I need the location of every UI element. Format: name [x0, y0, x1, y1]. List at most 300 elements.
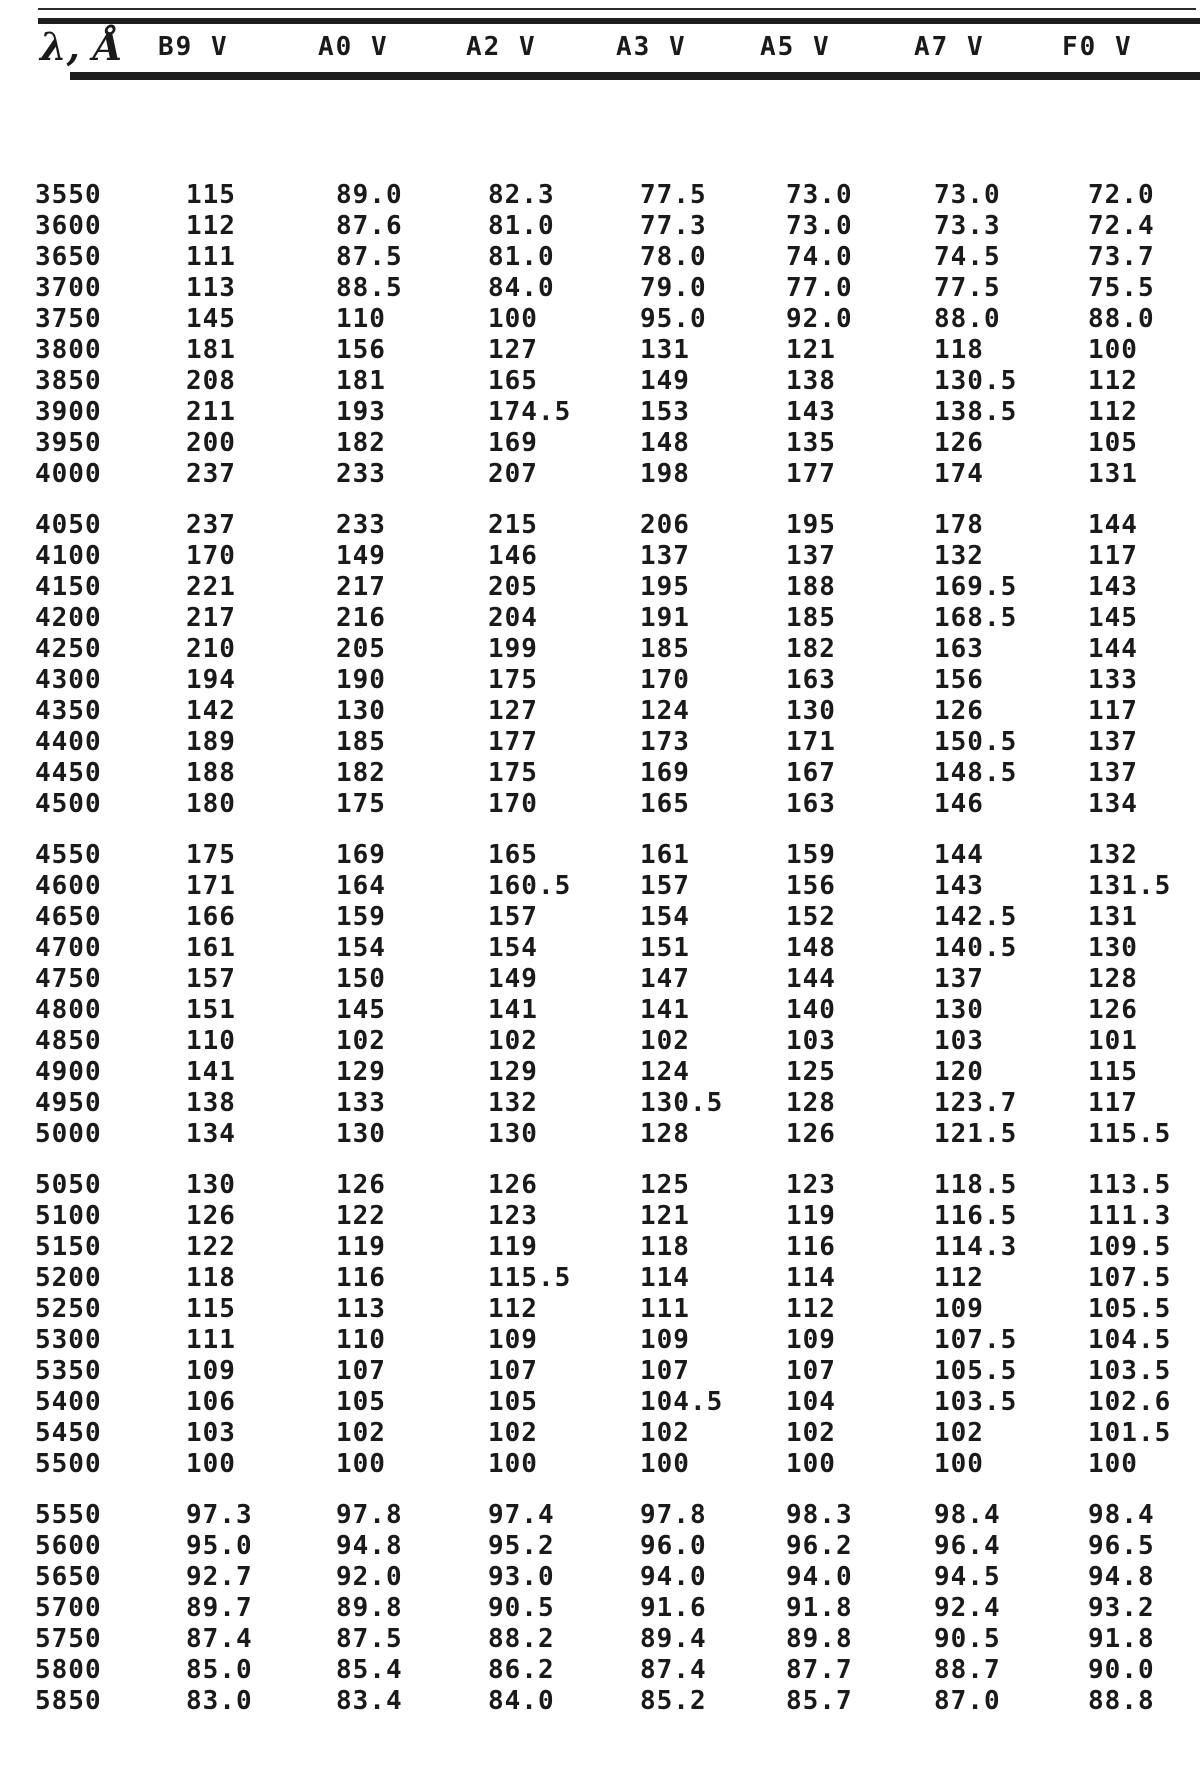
cell-a3v: 102 — [640, 1418, 690, 1448]
cell-wavelength: 5200 — [35, 1263, 102, 1293]
cell-a0v: 89.8 — [336, 1593, 403, 1623]
cell-b9v: 210 — [186, 634, 236, 664]
cell-a7v: 126 — [934, 696, 984, 726]
cell-a2v: 199 — [488, 634, 538, 664]
cell-a0v: 116 — [336, 1263, 386, 1293]
cell-b9v: 188 — [186, 758, 236, 788]
cell-a5v: 144 — [786, 964, 836, 994]
table-row — [0, 1119, 1200, 1150]
cell-a7v: 130.5 — [934, 366, 1018, 396]
cell-a0v: 150 — [336, 964, 386, 994]
cell-a7v: 156 — [934, 665, 984, 695]
cell-f0v: 88.8 — [1088, 1686, 1155, 1716]
cell-f0v: 111.3 — [1088, 1201, 1172, 1231]
cell-a7v: 105.5 — [934, 1356, 1018, 1386]
cell-b9v: 110 — [186, 1026, 236, 1056]
cell-f0v: 115 — [1088, 1057, 1138, 1087]
table-row — [0, 1418, 1200, 1449]
header-a7v: A7 V — [914, 32, 985, 62]
cell-f0v: 102.6 — [1088, 1387, 1172, 1417]
cell-a3v: 198 — [640, 459, 690, 489]
cell-a0v: 149 — [336, 541, 386, 571]
cell-a2v: 132 — [488, 1088, 538, 1118]
cell-a5v: 98.3 — [786, 1500, 853, 1530]
cell-a7v: 87.0 — [934, 1686, 1001, 1716]
cell-b9v: 134 — [186, 1119, 236, 1149]
cell-f0v: 101 — [1088, 1026, 1138, 1056]
cell-b9v: 83.0 — [186, 1686, 253, 1716]
cell-a5v: 77.0 — [786, 273, 853, 303]
cell-a5v: 92.0 — [786, 304, 853, 334]
cell-a3v: 206 — [640, 510, 690, 540]
cell-a2v: 169 — [488, 428, 538, 458]
cell-wavelength: 3600 — [35, 211, 102, 241]
cell-wavelength: 5800 — [35, 1655, 102, 1685]
cell-b9v: 112 — [186, 211, 236, 241]
cell-b9v: 180 — [186, 789, 236, 819]
cell-wavelength: 4200 — [35, 603, 102, 633]
cell-a5v: 114 — [786, 1263, 836, 1293]
cell-b9v: 211 — [186, 397, 236, 427]
cell-wavelength: 5450 — [35, 1418, 102, 1448]
table-row — [0, 1593, 1200, 1624]
cell-a7v: 96.4 — [934, 1531, 1001, 1561]
cell-wavelength: 5650 — [35, 1562, 102, 1592]
table-row — [0, 603, 1200, 634]
table-row — [0, 1170, 1200, 1201]
cell-f0v: 94.8 — [1088, 1562, 1155, 1592]
cell-a2v: 174.5 — [488, 397, 572, 427]
cell-a0v: 181 — [336, 366, 386, 396]
cell-a5v: 109 — [786, 1325, 836, 1355]
cell-a2v: 86.2 — [488, 1655, 555, 1685]
cell-a3v: 118 — [640, 1232, 690, 1262]
cell-a3v: 109 — [640, 1325, 690, 1355]
cell-a5v: 107 — [786, 1356, 836, 1386]
cell-f0v: 73.7 — [1088, 242, 1155, 272]
cell-a3v: 161 — [640, 840, 690, 870]
cell-a0v: 87.5 — [336, 1624, 403, 1654]
cell-wavelength: 3850 — [35, 366, 102, 396]
cell-a3v: 157 — [640, 871, 690, 901]
cell-a3v: 141 — [640, 995, 690, 1025]
table-row — [0, 242, 1200, 273]
cell-a3v: 170 — [640, 665, 690, 695]
cell-a5v: 159 — [786, 840, 836, 870]
cell-a0v: 159 — [336, 902, 386, 932]
table-row — [0, 397, 1200, 428]
cell-a0v: 83.4 — [336, 1686, 403, 1716]
table-row — [0, 180, 1200, 211]
cell-a5v: 138 — [786, 366, 836, 396]
cell-a2v: 130 — [488, 1119, 538, 1149]
cell-wavelength: 3950 — [35, 428, 102, 458]
cell-wavelength: 5750 — [35, 1624, 102, 1654]
cell-a2v: 81.0 — [488, 211, 555, 241]
cell-a0v: 102 — [336, 1418, 386, 1448]
cell-f0v: 72.0 — [1088, 180, 1155, 210]
cell-a7v: 118 — [934, 335, 984, 365]
cell-a2v: 100 — [488, 304, 538, 334]
cell-a5v: 126 — [786, 1119, 836, 1149]
cell-wavelength: 4500 — [35, 789, 102, 819]
cell-b9v: 130 — [186, 1170, 236, 1200]
table-row — [0, 273, 1200, 304]
cell-f0v: 109.5 — [1088, 1232, 1172, 1262]
cell-a0v: 122 — [336, 1201, 386, 1231]
cell-a5v: 73.0 — [786, 180, 853, 210]
cell-f0v: 75.5 — [1088, 273, 1155, 303]
cell-a5v: 85.7 — [786, 1686, 853, 1716]
cell-a0v: 100 — [336, 1449, 386, 1479]
cell-b9v: 200 — [186, 428, 236, 458]
cell-a7v: 143 — [934, 871, 984, 901]
cell-a0v: 87.5 — [336, 242, 403, 272]
cell-a5v: 152 — [786, 902, 836, 932]
cell-f0v: 131 — [1088, 459, 1138, 489]
cell-b9v: 151 — [186, 995, 236, 1025]
cell-a3v: 169 — [640, 758, 690, 788]
cell-a3v: 137 — [640, 541, 690, 571]
cell-a2v: 90.5 — [488, 1593, 555, 1623]
cell-a2v: 129 — [488, 1057, 538, 1087]
cell-a2v: 146 — [488, 541, 538, 571]
cell-b9v: 111 — [186, 242, 236, 272]
cell-a5v: 185 — [786, 603, 836, 633]
table-row — [0, 1624, 1200, 1655]
cell-f0v: 104.5 — [1088, 1325, 1172, 1355]
cell-f0v: 103.5 — [1088, 1356, 1172, 1386]
cell-a3v: 107 — [640, 1356, 690, 1386]
cell-b9v: 138 — [186, 1088, 236, 1118]
cell-b9v: 166 — [186, 902, 236, 932]
cell-a7v: 94.5 — [934, 1562, 1001, 1592]
cell-a2v: 93.0 — [488, 1562, 555, 1592]
cell-a3v: 97.8 — [640, 1500, 707, 1530]
cell-b9v: 126 — [186, 1201, 236, 1231]
cell-wavelength: 4250 — [35, 634, 102, 664]
cell-f0v: 112 — [1088, 397, 1138, 427]
cell-f0v: 126 — [1088, 995, 1138, 1025]
cell-a5v: 171 — [786, 727, 836, 757]
cell-f0v: 137 — [1088, 758, 1138, 788]
table-row — [0, 1356, 1200, 1387]
cell-a3v: 78.0 — [640, 242, 707, 272]
cell-a7v: 146 — [934, 789, 984, 819]
cell-a2v: 177 — [488, 727, 538, 757]
cell-a7v: 116.5 — [934, 1201, 1018, 1231]
cell-a5v: 89.8 — [786, 1624, 853, 1654]
cell-f0v: 100 — [1088, 335, 1138, 365]
cell-a2v: 157 — [488, 902, 538, 932]
cell-wavelength: 3550 — [35, 180, 102, 210]
cell-a2v: 165 — [488, 366, 538, 396]
header-a2v: A2 V — [466, 32, 537, 62]
cell-b9v: 111 — [186, 1325, 236, 1355]
cell-a5v: 116 — [786, 1232, 836, 1262]
cell-a0v: 182 — [336, 758, 386, 788]
cell-wavelength: 4050 — [35, 510, 102, 540]
cell-b9v: 194 — [186, 665, 236, 695]
cell-a0v: 102 — [336, 1026, 386, 1056]
cell-a7v: 73.3 — [934, 211, 1001, 241]
cell-a3v: 96.0 — [640, 1531, 707, 1561]
header-wavelength: λ, Å — [40, 24, 123, 69]
cell-a0v: 92.0 — [336, 1562, 403, 1592]
cell-a0v: 130 — [336, 1119, 386, 1149]
cell-wavelength: 4750 — [35, 964, 102, 994]
cell-a7v: 100 — [934, 1449, 984, 1479]
cell-a5v: 177 — [786, 459, 836, 489]
table-row — [0, 1088, 1200, 1119]
cell-a0v: 94.8 — [336, 1531, 403, 1561]
cell-f0v: 131 — [1088, 902, 1138, 932]
table-header — [0, 24, 1200, 70]
cell-f0v: 132 — [1088, 840, 1138, 870]
cell-a5v: 87.7 — [786, 1655, 853, 1685]
cell-wavelength: 5250 — [35, 1294, 102, 1324]
cell-wavelength: 4900 — [35, 1057, 102, 1087]
cell-a2v: 170 — [488, 789, 538, 819]
cell-a2v: 207 — [488, 459, 538, 489]
table-row — [0, 789, 1200, 820]
cell-f0v: 88.0 — [1088, 304, 1155, 334]
cell-b9v: 115 — [186, 180, 236, 210]
cell-f0v: 96.5 — [1088, 1531, 1155, 1561]
cell-a3v: 79.0 — [640, 273, 707, 303]
cell-a7v: 121.5 — [934, 1119, 1018, 1149]
cell-a3v: 173 — [640, 727, 690, 757]
cell-a0v: 113 — [336, 1294, 386, 1324]
cell-a0v: 145 — [336, 995, 386, 1025]
cell-a3v: 148 — [640, 428, 690, 458]
table-row — [0, 459, 1200, 490]
cell-a7v: 132 — [934, 541, 984, 571]
cell-b9v: 221 — [186, 572, 236, 602]
cell-a0v: 154 — [336, 933, 386, 963]
cell-wavelength: 5850 — [35, 1686, 102, 1716]
cell-a5v: 137 — [786, 541, 836, 571]
cell-a5v: 140 — [786, 995, 836, 1025]
cell-a7v: 174 — [934, 459, 984, 489]
cell-a7v: 140.5 — [934, 933, 1018, 963]
cell-a2v: 95.2 — [488, 1531, 555, 1561]
cell-a0v: 107 — [336, 1356, 386, 1386]
cell-b9v: 122 — [186, 1232, 236, 1262]
table-row — [0, 1325, 1200, 1356]
cell-a0v: 164 — [336, 871, 386, 901]
cell-f0v: 145 — [1088, 603, 1138, 633]
cell-wavelength: 4950 — [35, 1088, 102, 1118]
cell-a3v: 124 — [640, 1057, 690, 1087]
cell-a7v: 88.0 — [934, 304, 1001, 334]
cell-wavelength: 3800 — [35, 335, 102, 365]
table-row — [0, 1026, 1200, 1057]
cell-b9v: 97.3 — [186, 1500, 253, 1530]
cell-f0v: 134 — [1088, 789, 1138, 819]
cell-wavelength: 5050 — [35, 1170, 102, 1200]
cell-wavelength: 3650 — [35, 242, 102, 272]
cell-a2v: 115.5 — [488, 1263, 572, 1293]
table-row — [0, 1232, 1200, 1263]
cell-a5v: 74.0 — [786, 242, 853, 272]
cell-f0v: 115.5 — [1088, 1119, 1172, 1149]
cell-a5v: 130 — [786, 696, 836, 726]
cell-a0v: 126 — [336, 1170, 386, 1200]
cell-wavelength: 5350 — [35, 1356, 102, 1386]
cell-a3v: 95.0 — [640, 304, 707, 334]
cell-b9v: 95.0 — [186, 1531, 253, 1561]
cell-a3v: 114 — [640, 1263, 690, 1293]
cell-f0v: 113.5 — [1088, 1170, 1172, 1200]
cell-a3v: 121 — [640, 1201, 690, 1231]
cell-a0v: 87.6 — [336, 211, 403, 241]
cell-a3v: 153 — [640, 397, 690, 427]
cell-a7v: 137 — [934, 964, 984, 994]
cell-a3v: 185 — [640, 634, 690, 664]
cell-wavelength: 3900 — [35, 397, 102, 427]
table-row — [0, 1655, 1200, 1686]
cell-wavelength: 4650 — [35, 902, 102, 932]
cell-wavelength: 3750 — [35, 304, 102, 334]
table-row — [0, 1294, 1200, 1325]
cell-a0v: 129 — [336, 1057, 386, 1087]
header-bottom-rule — [70, 72, 1200, 80]
cell-f0v: 100 — [1088, 1449, 1138, 1479]
cell-wavelength: 5600 — [35, 1531, 102, 1561]
cell-a2v: 81.0 — [488, 242, 555, 272]
cell-f0v: 112 — [1088, 366, 1138, 396]
cell-a5v: 100 — [786, 1449, 836, 1479]
cell-a3v: 100 — [640, 1449, 690, 1479]
cell-a7v: 123.7 — [934, 1088, 1018, 1118]
cell-f0v: 131.5 — [1088, 871, 1172, 901]
cell-a5v: 156 — [786, 871, 836, 901]
cell-a2v: 204 — [488, 603, 538, 633]
cell-a7v: 109 — [934, 1294, 984, 1324]
cell-a3v: 149 — [640, 366, 690, 396]
table-row — [0, 665, 1200, 696]
cell-a5v: 103 — [786, 1026, 836, 1056]
cell-a2v: 107 — [488, 1356, 538, 1386]
cell-a2v: 105 — [488, 1387, 538, 1417]
cell-b9v: 170 — [186, 541, 236, 571]
cell-a5v: 102 — [786, 1418, 836, 1448]
cell-a7v: 73.0 — [934, 180, 1001, 210]
table-row — [0, 1562, 1200, 1593]
cell-wavelength: 5150 — [35, 1232, 102, 1262]
cell-wavelength: 5700 — [35, 1593, 102, 1623]
cell-b9v: 109 — [186, 1356, 236, 1386]
cell-f0v: 137 — [1088, 727, 1138, 757]
cell-a0v: 233 — [336, 510, 386, 540]
cell-b9v: 217 — [186, 603, 236, 633]
cell-a7v: 144 — [934, 840, 984, 870]
cell-a3v: 195 — [640, 572, 690, 602]
cell-f0v: 117 — [1088, 696, 1138, 726]
cell-a3v: 124 — [640, 696, 690, 726]
table-row — [0, 902, 1200, 933]
table-row — [0, 428, 1200, 459]
table-row — [0, 727, 1200, 758]
cell-a7v: 88.7 — [934, 1655, 1001, 1685]
cell-a5v: 128 — [786, 1088, 836, 1118]
cell-wavelength: 4800 — [35, 995, 102, 1025]
cell-a2v: 175 — [488, 758, 538, 788]
cell-wavelength: 4100 — [35, 541, 102, 571]
cell-a2v: 100 — [488, 1449, 538, 1479]
table-row — [0, 304, 1200, 335]
cell-f0v: 72.4 — [1088, 211, 1155, 241]
cell-a2v: 97.4 — [488, 1500, 555, 1530]
cell-wavelength: 5500 — [35, 1449, 102, 1479]
table-row — [0, 933, 1200, 964]
table-row — [0, 995, 1200, 1026]
cell-a2v: 102 — [488, 1026, 538, 1056]
cell-a3v: 130.5 — [640, 1088, 724, 1118]
cell-a2v: 112 — [488, 1294, 538, 1324]
cell-a0v: 205 — [336, 634, 386, 664]
table-row — [0, 1531, 1200, 1562]
cell-a0v: 110 — [336, 1325, 386, 1355]
table-row — [0, 1387, 1200, 1418]
cell-wavelength: 5550 — [35, 1500, 102, 1530]
cell-a0v: 185 — [336, 727, 386, 757]
cell-a2v: 149 — [488, 964, 538, 994]
cell-b9v: 145 — [186, 304, 236, 334]
cell-f0v: 93.2 — [1088, 1593, 1155, 1623]
cell-a3v: 131 — [640, 335, 690, 365]
header-a5v: A5 V — [760, 32, 831, 62]
header-f0v: F0 V — [1062, 32, 1133, 62]
table-row — [0, 1057, 1200, 1088]
cell-f0v: 107.5 — [1088, 1263, 1172, 1293]
cell-a5v: 73.0 — [786, 211, 853, 241]
table-row — [0, 366, 1200, 397]
cell-b9v: 142 — [186, 696, 236, 726]
cell-a2v: 165 — [488, 840, 538, 870]
cell-a0v: 175 — [336, 789, 386, 819]
cell-a3v: 77.3 — [640, 211, 707, 241]
cell-f0v: 144 — [1088, 510, 1138, 540]
cell-f0v: 144 — [1088, 634, 1138, 664]
cell-a0v: 105 — [336, 1387, 386, 1417]
cell-a5v: 121 — [786, 335, 836, 365]
table-row — [0, 572, 1200, 603]
cell-a2v: 126 — [488, 1170, 538, 1200]
cell-b9v: 141 — [186, 1057, 236, 1087]
cell-a0v: 233 — [336, 459, 386, 489]
cell-a7v: 142.5 — [934, 902, 1018, 932]
cell-a7v: 118.5 — [934, 1170, 1018, 1200]
cell-a3v: 94.0 — [640, 1562, 707, 1592]
cell-a7v: 107.5 — [934, 1325, 1018, 1355]
cell-wavelength: 4400 — [35, 727, 102, 757]
cell-a3v: 128 — [640, 1119, 690, 1149]
table-row — [0, 1201, 1200, 1232]
cell-b9v: 237 — [186, 510, 236, 540]
table-row — [0, 541, 1200, 572]
cell-a2v: 82.3 — [488, 180, 555, 210]
cell-a2v: 127 — [488, 696, 538, 726]
cell-a5v: 119 — [786, 1201, 836, 1231]
cell-a5v: 148 — [786, 933, 836, 963]
cell-a7v: 120 — [934, 1057, 984, 1087]
cell-a3v: 85.2 — [640, 1686, 707, 1716]
cell-a0v: 130 — [336, 696, 386, 726]
table-row — [0, 871, 1200, 902]
cell-wavelength: 4600 — [35, 871, 102, 901]
